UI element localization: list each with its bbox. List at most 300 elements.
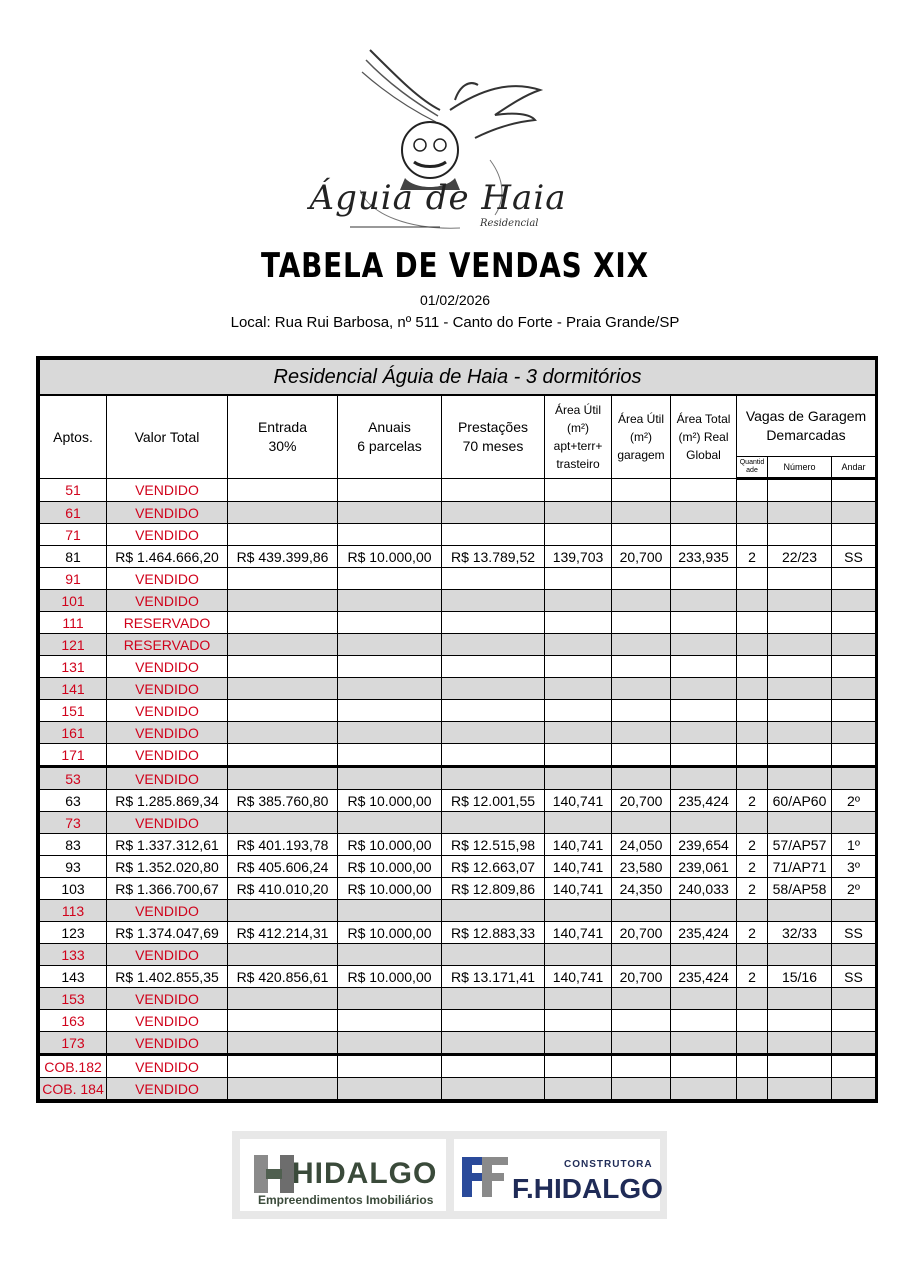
cell-prestacoes [442, 1078, 545, 1100]
hidalgo-sub: Empreendimentos Imobiliários [258, 1193, 434, 1207]
cell-valor-total: VENDIDO [107, 524, 228, 546]
col-aptos: Aptos. [40, 395, 107, 479]
cell-area-util-apt [545, 590, 612, 612]
cell-area-util-apt: 139,703 [545, 546, 612, 568]
cell-valor-total: R$ 1.402.855,35 [107, 966, 228, 988]
cell-vaga-quantidade [737, 944, 768, 966]
cell-entrada [228, 678, 338, 700]
cell-vaga-numero: 15/16 [768, 966, 832, 988]
cell-prestacoes [442, 678, 545, 700]
cell-area-util-apt: 140,741 [545, 834, 612, 856]
col-prestacoes [442, 395, 545, 479]
cell-apto: 131 [40, 656, 107, 678]
cell-vaga-quantidade [737, 656, 768, 678]
cell-area-total [671, 767, 737, 790]
col-vagas: Vagas de Garagem Demarcadas [737, 395, 876, 457]
cell-area-total: 235,424 [671, 966, 737, 988]
cell-vaga-quantidade: 2 [737, 546, 768, 568]
table-row [40, 502, 876, 524]
cell-area-util-garagem [612, 944, 671, 966]
cell-vaga-quantidade [737, 900, 768, 922]
cell-anuais [338, 479, 442, 502]
cell-area-util-apt [545, 678, 612, 700]
cell-anuais: R$ 10.000,00 [338, 922, 442, 944]
cell-vaga-andar [832, 479, 876, 502]
fhidalgo-top: CONSTRUTORA [564, 1159, 653, 1170]
cell-entrada [228, 590, 338, 612]
table-row [40, 900, 876, 922]
cell-area-total [671, 812, 737, 834]
cell-area-util-apt [545, 944, 612, 966]
cell-vaga-numero [768, 678, 832, 700]
price-table-frame [36, 356, 878, 1103]
cell-vaga-numero [768, 612, 832, 634]
cell-prestacoes [442, 634, 545, 656]
cell-anuais [338, 502, 442, 524]
cell-vaga-andar: SS [832, 922, 876, 944]
cell-valor-total: VENDIDO [107, 900, 228, 922]
cell-vaga-numero: 58/AP58 [768, 878, 832, 900]
cell-prestacoes: R$ 12.809,86 [442, 878, 545, 900]
cell-vaga-numero: 71/AP71 [768, 856, 832, 878]
cell-area-util-garagem: 20,700 [612, 922, 671, 944]
cell-apto: 173 [40, 1032, 107, 1055]
cell-apto: 111 [40, 612, 107, 634]
cell-vaga-quantidade [737, 722, 768, 744]
cell-area-util-garagem: 23,580 [612, 856, 671, 878]
cell-area-util-apt [545, 767, 612, 790]
cell-area-util-apt [545, 900, 612, 922]
cell-vaga-quantidade [737, 479, 768, 502]
cell-prestacoes [442, 1032, 545, 1055]
cell-area-total [671, 524, 737, 546]
cell-prestacoes [442, 1010, 545, 1032]
cell-area-util-garagem: 20,700 [612, 966, 671, 988]
col-area-total: Área Total (m²) Real Global [671, 395, 737, 479]
cell-vaga-andar [832, 1078, 876, 1100]
hidalgo-name: HIDALGO [292, 1157, 438, 1190]
table-row [40, 966, 876, 988]
cell-area-util-apt [545, 612, 612, 634]
cell-prestacoes [442, 700, 545, 722]
cell-area-util-garagem [612, 900, 671, 922]
cell-area-util-garagem: 24,350 [612, 878, 671, 900]
cell-vaga-numero [768, 502, 832, 524]
price-table [39, 359, 876, 1100]
cell-area-util-apt: 140,741 [545, 966, 612, 988]
cell-entrada [228, 767, 338, 790]
cell-anuais [338, 944, 442, 966]
cell-prestacoes [442, 944, 545, 966]
price-table-body [40, 479, 876, 1100]
cell-area-util-garagem [612, 479, 671, 502]
residencial-logo [290, 40, 590, 240]
cell-anuais: R$ 10.000,00 [338, 546, 442, 568]
cell-vaga-quantidade [737, 1055, 768, 1078]
cell-vaga-numero [768, 900, 832, 922]
cell-area-total [671, 479, 737, 502]
cell-anuais [338, 988, 442, 1010]
cell-vaga-quantidade [737, 767, 768, 790]
table-row [40, 744, 876, 767]
cell-apto: 101 [40, 590, 107, 612]
cell-area-util-apt [545, 744, 612, 767]
fhidalgo-ff-icon [458, 1153, 514, 1203]
cell-vaga-numero [768, 479, 832, 502]
col-entrada-label: Entrada [257, 419, 308, 435]
cell-prestacoes: R$ 12.663,07 [442, 856, 545, 878]
cell-area-total [671, 1010, 737, 1032]
cell-entrada: R$ 405.606,24 [228, 856, 338, 878]
cell-vaga-andar [832, 590, 876, 612]
cell-area-util-garagem [612, 502, 671, 524]
cell-apto: 133 [40, 944, 107, 966]
cell-valor-total: VENDIDO [107, 988, 228, 1010]
cell-area-util-apt [545, 524, 612, 546]
cell-vaga-andar [832, 722, 876, 744]
cell-vaga-quantidade [737, 568, 768, 590]
cell-area-util-apt: 140,741 [545, 922, 612, 944]
cell-anuais [338, 678, 442, 700]
cell-area-util-apt [545, 634, 612, 656]
cell-area-util-garagem [612, 1010, 671, 1032]
cell-anuais [338, 656, 442, 678]
cell-vaga-numero [768, 722, 832, 744]
cell-area-util-garagem [612, 988, 671, 1010]
cell-area-util-apt [545, 722, 612, 744]
cell-area-total [671, 944, 737, 966]
cell-area-total [671, 678, 737, 700]
cell-vaga-andar [832, 700, 876, 722]
table-row [40, 656, 876, 678]
cell-area-total [671, 1055, 737, 1078]
table-row [40, 1055, 876, 1078]
cell-apto: 63 [40, 790, 107, 812]
cell-vaga-numero [768, 700, 832, 722]
cell-apto: 161 [40, 722, 107, 744]
cell-area-total: 239,061 [671, 856, 737, 878]
cell-area-util-apt [545, 1078, 612, 1100]
table-row [40, 922, 876, 944]
cell-area-total [671, 700, 737, 722]
cell-valor-total: VENDIDO [107, 944, 228, 966]
cell-anuais [338, 1055, 442, 1078]
cell-vaga-quantidade: 2 [737, 790, 768, 812]
cell-apto: 71 [40, 524, 107, 546]
cell-area-util-garagem [612, 612, 671, 634]
cell-vaga-andar [832, 1055, 876, 1078]
cell-vaga-andar [832, 744, 876, 767]
cell-area-util-apt [545, 1032, 612, 1055]
cell-area-util-garagem [612, 812, 671, 834]
cell-vaga-andar [832, 656, 876, 678]
cell-vaga-quantidade: 2 [737, 878, 768, 900]
cell-anuais: R$ 10.000,00 [338, 856, 442, 878]
cell-valor-total: VENDIDO [107, 678, 228, 700]
cell-anuais: R$ 10.000,00 [338, 878, 442, 900]
cell-entrada: R$ 420.856,61 [228, 966, 338, 988]
cell-prestacoes: R$ 13.171,41 [442, 966, 545, 988]
cell-entrada [228, 479, 338, 502]
cell-vaga-numero [768, 812, 832, 834]
cell-area-total [671, 1032, 737, 1055]
cell-apto: 141 [40, 678, 107, 700]
table-caption: Residencial Águia de Haia - 3 dormitórios [40, 360, 876, 396]
cell-valor-total: VENDIDO [107, 1055, 228, 1078]
cell-area-total [671, 988, 737, 1010]
cell-area-util-apt: 140,741 [545, 790, 612, 812]
page-title: TABELA DE VENDAS XIX [261, 246, 649, 286]
cell-valor-total: VENDIDO [107, 1078, 228, 1100]
cell-valor-total: VENDIDO [107, 479, 228, 502]
cell-area-total: 235,424 [671, 922, 737, 944]
cell-vaga-numero [768, 590, 832, 612]
cell-prestacoes [442, 722, 545, 744]
cell-vaga-quantidade: 2 [737, 856, 768, 878]
cell-apto: COB. 184 [40, 1078, 107, 1100]
cell-anuais [338, 590, 442, 612]
cell-anuais [338, 744, 442, 767]
cell-apto: 93 [40, 856, 107, 878]
cell-vaga-andar [832, 524, 876, 546]
cell-area-util-garagem [612, 590, 671, 612]
cell-anuais [338, 1032, 442, 1055]
cell-vaga-numero: 60/AP60 [768, 790, 832, 812]
cell-entrada [228, 656, 338, 678]
cell-entrada [228, 812, 338, 834]
cell-area-util-garagem: 24,050 [612, 834, 671, 856]
cell-vaga-quantidade [737, 502, 768, 524]
col-anuais-sub: 6 parcelas [357, 438, 422, 454]
cell-area-util-garagem [612, 767, 671, 790]
cell-entrada [228, 1055, 338, 1078]
cell-valor-total: VENDIDO [107, 812, 228, 834]
cell-area-total [671, 900, 737, 922]
cell-area-util-garagem [612, 568, 671, 590]
cell-area-total: 235,424 [671, 790, 737, 812]
cell-vaga-andar [832, 767, 876, 790]
cell-prestacoes [442, 988, 545, 1010]
cell-valor-total: VENDIDO [107, 744, 228, 767]
hidalgo-logo [240, 1139, 446, 1211]
cell-entrada [228, 700, 338, 722]
cell-valor-total: VENDIDO [107, 590, 228, 612]
table-row [40, 856, 876, 878]
col-prestacoes-sub: 70 meses [462, 438, 524, 454]
cell-vaga-andar [832, 944, 876, 966]
cell-vaga-numero: 22/23 [768, 546, 832, 568]
cell-vaga-numero [768, 656, 832, 678]
cell-vaga-andar: 1º [832, 834, 876, 856]
cell-area-util-apt [545, 700, 612, 722]
cell-vaga-quantidade [737, 1010, 768, 1032]
cell-prestacoes [442, 612, 545, 634]
cell-area-util-garagem [612, 1078, 671, 1100]
cell-vaga-numero: 57/AP57 [768, 834, 832, 856]
cell-vaga-quantidade [737, 590, 768, 612]
col-anuais-label: Anuais [368, 419, 411, 435]
cell-entrada [228, 900, 338, 922]
cell-prestacoes: R$ 12.883,33 [442, 922, 545, 944]
cell-entrada [228, 1032, 338, 1055]
table-row [40, 834, 876, 856]
cell-vaga-quantidade [737, 634, 768, 656]
cell-valor-total: R$ 1.352.020,80 [107, 856, 228, 878]
cell-apto: 171 [40, 744, 107, 767]
cell-area-util-apt [545, 812, 612, 834]
cell-vaga-andar [832, 568, 876, 590]
cell-apto: 103 [40, 878, 107, 900]
fhidalgo-logo [454, 1139, 663, 1211]
cell-vaga-quantidade [737, 678, 768, 700]
cell-area-total [671, 722, 737, 744]
cell-vaga-quantidade [737, 744, 768, 767]
footer-logos [232, 1131, 667, 1219]
cell-entrada [228, 744, 338, 767]
cell-area-util-apt: 140,741 [545, 856, 612, 878]
cell-vaga-andar: 2º [832, 878, 876, 900]
cell-area-util-garagem [612, 1055, 671, 1078]
cell-apto: 143 [40, 966, 107, 988]
cell-entrada [228, 524, 338, 546]
table-row [40, 479, 876, 502]
table-row [40, 700, 876, 722]
cell-apto: 163 [40, 1010, 107, 1032]
cell-vaga-numero [768, 1055, 832, 1078]
cell-valor-total: VENDIDO [107, 700, 228, 722]
cell-vaga-quantidade [737, 812, 768, 834]
cell-valor-total: VENDIDO [107, 568, 228, 590]
cell-vaga-numero [768, 1078, 832, 1100]
cell-prestacoes [442, 568, 545, 590]
cell-prestacoes: R$ 13.789,52 [442, 546, 545, 568]
table-row [40, 634, 876, 656]
cell-area-util-garagem [612, 678, 671, 700]
cell-vaga-andar: SS [832, 546, 876, 568]
cell-valor-total: R$ 1.337.312,61 [107, 834, 228, 856]
cell-area-util-apt: 140,741 [545, 878, 612, 900]
cell-apto: COB.182 [40, 1055, 107, 1078]
cell-entrada: R$ 410.010,20 [228, 878, 338, 900]
cell-valor-total: VENDIDO [107, 1032, 228, 1055]
cell-valor-total: R$ 1.366.700,67 [107, 878, 228, 900]
cell-entrada [228, 944, 338, 966]
cell-area-util-apt [545, 479, 612, 502]
cell-valor-total: RESERVADO [107, 634, 228, 656]
table-row [40, 1032, 876, 1055]
table-row [40, 524, 876, 546]
cell-apto: 61 [40, 502, 107, 524]
cell-anuais [338, 722, 442, 744]
cell-vaga-andar: 3º [832, 856, 876, 878]
cell-anuais: R$ 10.000,00 [338, 966, 442, 988]
cell-area-util-apt [545, 568, 612, 590]
cell-anuais [338, 634, 442, 656]
cell-vaga-numero [768, 988, 832, 1010]
cell-area-util-apt [545, 1055, 612, 1078]
cell-entrada [228, 634, 338, 656]
table-row [40, 612, 876, 634]
cell-vaga-andar [832, 634, 876, 656]
cell-anuais [338, 1078, 442, 1100]
cell-vaga-andar [832, 988, 876, 1010]
cell-area-total [671, 568, 737, 590]
cell-apto: 83 [40, 834, 107, 856]
cell-anuais [338, 568, 442, 590]
cell-area-total: 240,033 [671, 878, 737, 900]
cell-vaga-andar: SS [832, 966, 876, 988]
cell-vaga-quantidade [737, 524, 768, 546]
cell-entrada: R$ 439.399,86 [228, 546, 338, 568]
cell-valor-total: R$ 1.285.869,34 [107, 790, 228, 812]
col-valor-total: Valor Total [107, 395, 228, 479]
cell-area-util-apt [545, 656, 612, 678]
cell-vaga-quantidade [737, 988, 768, 1010]
cell-vaga-andar [832, 812, 876, 834]
table-row [40, 988, 876, 1010]
cell-area-total [671, 634, 737, 656]
cell-anuais [338, 524, 442, 546]
col-entrada [228, 395, 338, 479]
cell-apto: 73 [40, 812, 107, 834]
cell-anuais: R$ 10.000,00 [338, 834, 442, 856]
cell-entrada [228, 988, 338, 1010]
logo-sub-text: Residencial [480, 218, 539, 229]
cell-apto: 123 [40, 922, 107, 944]
col-anuais [338, 395, 442, 479]
cell-vaga-numero [768, 634, 832, 656]
cell-area-total: 233,935 [671, 546, 737, 568]
cell-area-total [671, 744, 737, 767]
cell-vaga-quantidade [737, 700, 768, 722]
cell-valor-total: RESERVADO [107, 612, 228, 634]
table-date: 01/02/2026 [419, 292, 491, 308]
cell-entrada: R$ 412.214,31 [228, 922, 338, 944]
col-area-util-garagem: Área Útil (m²) garagem [612, 395, 671, 479]
cell-prestacoes [442, 1055, 545, 1078]
table-row [40, 812, 876, 834]
cell-entrada [228, 568, 338, 590]
table-row [40, 722, 876, 744]
cell-prestacoes: R$ 12.515,98 [442, 834, 545, 856]
cell-area-util-garagem [612, 700, 671, 722]
cell-area-util-garagem: 20,700 [612, 546, 671, 568]
cell-area-util-garagem [612, 656, 671, 678]
cell-prestacoes [442, 479, 545, 502]
cell-apto: 113 [40, 900, 107, 922]
cell-vaga-quantidade [737, 1032, 768, 1055]
table-row [40, 546, 876, 568]
cell-anuais: R$ 10.000,00 [338, 790, 442, 812]
cell-entrada [228, 722, 338, 744]
cell-valor-total: VENDIDO [107, 767, 228, 790]
cell-vaga-numero [768, 524, 832, 546]
fhidalgo-name: F.HIDALGO [512, 1173, 663, 1204]
cell-prestacoes [442, 656, 545, 678]
cell-area-util-garagem [612, 744, 671, 767]
col-prestacoes-label: Prestações [457, 419, 529, 435]
cell-vaga-quantidade: 2 [737, 922, 768, 944]
cell-vaga-andar [832, 612, 876, 634]
col-andar: Andar [832, 457, 876, 479]
cell-area-total [671, 1078, 737, 1100]
cell-vaga-andar: 2º [832, 790, 876, 812]
cell-vaga-numero [768, 744, 832, 767]
cell-anuais [338, 767, 442, 790]
cell-apto: 153 [40, 988, 107, 1010]
table-row [40, 678, 876, 700]
cell-prestacoes [442, 590, 545, 612]
